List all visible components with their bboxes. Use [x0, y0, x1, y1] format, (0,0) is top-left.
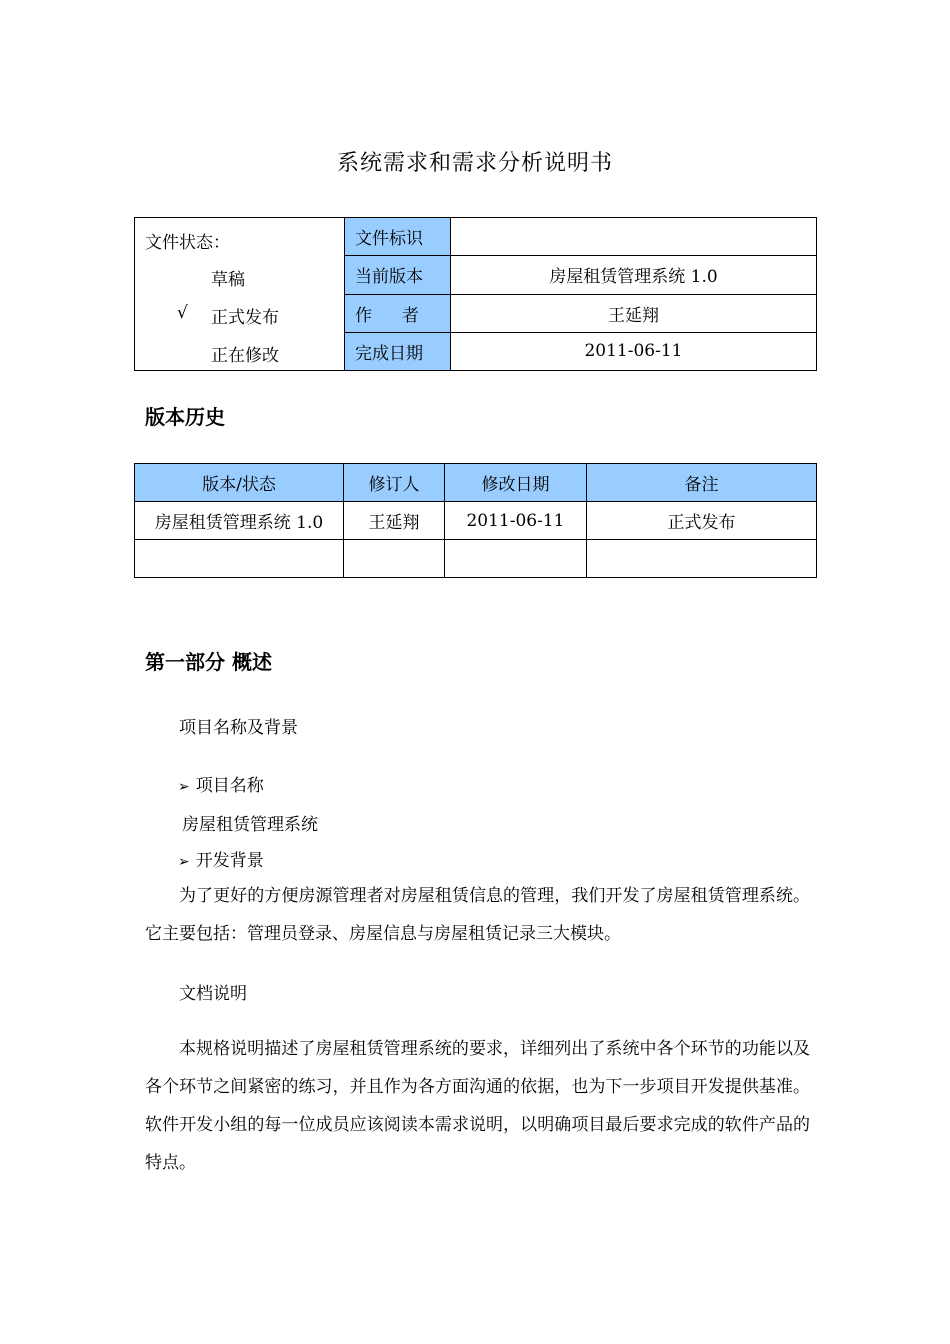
history-col-reviser: 修订人 [344, 464, 445, 502]
part1-heading: 第一部分 概述 [145, 650, 272, 674]
version-history-heading: 版本历史 [145, 405, 225, 429]
current-version-value: 房屋租赁管理系统 1.0 [451, 256, 817, 294]
section-project-name-background: 项目名称及背景 [179, 718, 298, 738]
file-id-value [451, 218, 817, 256]
doc-description-paragraph: 本规格说明描述了房屋租赁管理系统的要求，详细列出了系统中各个环节的功能以及各个环节之间紧密的练习，并且作为各方面沟通的依据，也为下一步项目开发提供基准。软件开发小组的每一位成员应该阅读本需求说明，以明确项目最后要求完成的软件产品的特点。 [145, 1039, 810, 1173]
author-label: 作者 [345, 294, 451, 332]
history-cell-date [445, 540, 587, 578]
status-option-draft: 草稿 [211, 270, 245, 290]
bullet-label: 项目名称 [195, 776, 264, 796]
project-name-text: 房屋租赁管理系统 [182, 815, 318, 835]
history-cell-reviser: 王延翔 [344, 502, 445, 540]
completion-date-label: 完成日期 [345, 332, 451, 370]
status-option-revising: 正在修改 [211, 346, 279, 366]
section-doc-description: 文档说明 [179, 984, 247, 1004]
history-col-date: 修改日期 [445, 464, 587, 502]
document-title: 系统需求和需求分析说明书 [336, 151, 613, 176]
history-cell-version: 房屋租赁管理系统 1.0 [135, 502, 344, 540]
status-option-published: 正式发布 [211, 308, 279, 328]
history-cell-reviser [344, 540, 445, 578]
history-cell-version [135, 540, 344, 578]
history-cell-remark [587, 540, 817, 578]
arrow-bullet-icon: ➢ [178, 854, 190, 870]
document-info-table [134, 217, 817, 371]
history-col-remark: 备注 [587, 464, 817, 502]
arrow-bullet-icon: ➢ [178, 779, 190, 795]
author-value: 王延翔 [451, 294, 817, 332]
file-status-cell [135, 218, 345, 371]
history-col-version: 版本/状态 [135, 464, 344, 502]
bullet-project-name [178, 771, 264, 796]
file-id-label: 文件标识 [345, 218, 451, 256]
bullet-dev-background [178, 846, 264, 871]
history-cell-remark: 正式发布 [587, 502, 817, 540]
background-paragraph: 为了更好的方便房源管理者对房屋租赁信息的管理，我们开发了房屋租赁管理系统。它主要包括：管理员登录、房屋信息与房屋租赁记录三大模块。 [145, 886, 810, 944]
file-status-label: 文件状态： [145, 233, 230, 253]
table-row [135, 540, 817, 578]
table-row [135, 502, 817, 540]
current-version-label: 当前版本 [345, 256, 451, 294]
completion-date-value: 2011-06-11 [451, 332, 817, 370]
history-cell-date: 2011-06-11 [445, 502, 587, 540]
bullet-label: 开发背景 [195, 851, 264, 871]
check-mark-icon: √ [177, 303, 188, 323]
version-history-table [134, 463, 817, 578]
